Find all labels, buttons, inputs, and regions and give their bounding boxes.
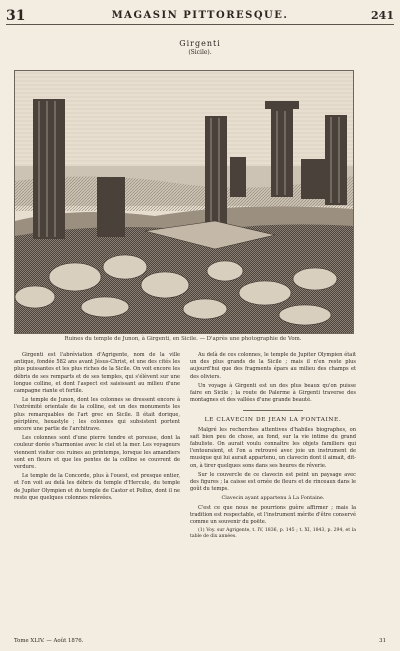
journal-title: MAGASIN PITTORESQUE. [111, 10, 289, 21]
section-divider [243, 410, 303, 411]
right-column [190, 352, 356, 543]
left-column [14, 352, 180, 504]
footer-signature: 31 [379, 638, 386, 644]
article-paragraph: Les colonnes sont d'une pierre tendre et poreuse, dont la couleur dorée s'harmonise avec le ciel et la mer. Les voyageurs viennent visiter ces ruines au printemps, lorsque les amandiers sont en fleurs et que les pentes de la colline se couvrent de verdure. [14, 435, 180, 471]
page-marker: 31 [6, 8, 26, 24]
article-paragraph: Girgenti est l'abréviation d'Agrigente, nom de la ville antique, fondée 582 ans avant Jésus-Christ, et une des cités les plus puissantes et les plus riches de la Sicile. On voit encore les débris de ses remparts et de ses temples, qui s'élèvent sur une longue colline, et dont l'aspect est saisissant au milieu d'une campagne riante et fertile. [14, 352, 180, 395]
article-paragraph: Au delà de ces colonnes, le temple de Jupiter Olympien était un des plus grands de la Sicile ; mais il n'en reste plus aujourd'hui que des fragments épars au milieu des champs et des oliviers. [190, 352, 356, 380]
article-paragraph: Le temple de la Concorde, plus à l'ouest, est presque entier, et l'on voit au delà les débris du temple d'Hercule, du temple de Jupiter Olympien et du temple de Castor et Pollux, dont il ne reste que quelques colonnes relevées. [14, 473, 180, 501]
engraving-subtitle: (Sicile). [188, 49, 212, 56]
section-title: LE CLAVECIN DE JEAN LA FONTAINE. [204, 417, 342, 424]
page-header [6, 8, 394, 24]
page-number: 241 [371, 9, 394, 22]
footnote: (1) Voy. sur Agrigente, t. IV, 1836, p. 145 ; t. XI, 1843, p. 294, et la table de dix années. [190, 528, 356, 540]
temple-ruins-engraving [15, 71, 353, 333]
engraving-illustration [14, 70, 354, 334]
closing-paragraph: C'est ce que nous ne pourrions guère affirmer ; mais la tradition est respectable, et l'instrument mérite d'être conservé comme un souvenir du poëte. [190, 504, 356, 526]
section-paragraph: Sur le couvercle de ce clavecin est peint un paysage avec des figures ; la caisse est ornée de fleurs et de rinceaux dans le goût du temps. [190, 471, 356, 493]
sub-caption: Clavecin ayant appartenu à La Fontaine. [221, 495, 325, 502]
article-paragraph: Un voyage à Girgenti est un des plus beaux qu'on puisse faire en Sicile ; la route de Palerme à Girgenti traverse des montagnes et des vallées d'une grande beauté. [190, 382, 356, 404]
engraving-title: Girgenti [179, 39, 221, 48]
section-paragraph: Malgré les recherches attentives d'habiles biographes, on sait bien peu de chose, au fond, sur la vie intime du grand fabuliste. On aurait voulu connaître les objets familiers qui l'entouraient, et l'on a retrouvé avec joie un instrument de musique qui lui aurait appartenu, un clavecin dont il aimait, dit-on, à tirer quelques sons dans ses heures de rêverie. [190, 426, 356, 469]
footer-volume: Tome XLIV. — Août 1876. [14, 638, 84, 644]
header-rule [6, 24, 394, 25]
article-paragraph: Le temple de Junon, dont les colonnes se dressent encore à l'extrémité orientale de la colline, est un des monuments les plus remarquables de l'art grec en Sicile. Il était dorique, périptère, hexastyle ; les colonnes qui subsistent portent encore une partie de l'architrave. [14, 397, 180, 433]
engraving-caption: Ruines du temple de Junon, à Girgenti, en Sicile. — D'après une photographie de Vom. [64, 336, 302, 342]
